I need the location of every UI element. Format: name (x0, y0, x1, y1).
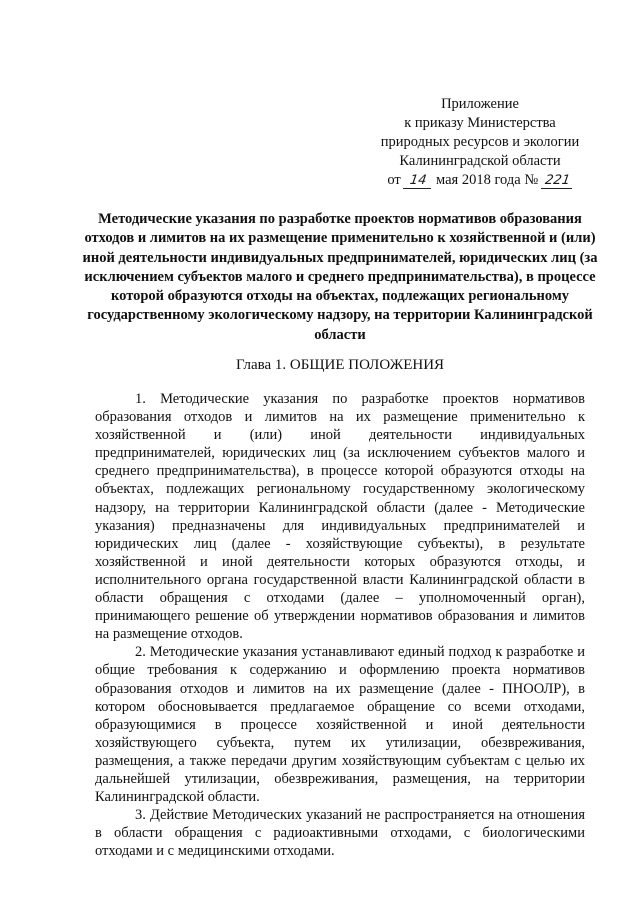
handwritten-day: 14 (403, 174, 433, 189)
paragraph-1: 1. Методические указания по разработке проектов нормативов образования отходов и лимитов на их размещение применительно к хозяйственной и (или) иной деятельности индивидуальных предпринимателей, юридических лиц (за исключением субъектов малого и среднего предпринимательства), в процессе которой образуются отходы на объектах, подлежащих региональному государственному экологическому надзору, на территории Калининградской области (далее - Методические указания) предназначены для индивидуальных предпринимателей и юридических лиц (далее - хозяйствующие субъекты), в результате хозяйственной и иной деятельности которых образуются отходы, и исполнительного органа государственной власти Калининградской области в области обращения с отходами (далее – уполномоченный орган), принимающего решение об утверждении нормативов образования и лимитов на размещение отходов. (95, 391, 585, 643)
annex-block (360, 95, 600, 190)
annex-line-2: к приказу Министерства (404, 115, 556, 131)
document-body (95, 390, 585, 860)
paragraph-3: 3. Действие Методических указаний не распространяется на отношения в области обращения с радиоактивными отходами, с биологическими отходами и с медицинскими отходами. (95, 807, 585, 860)
annex-line-1: Приложение (441, 96, 519, 112)
date-middle: мая 2018 года № (436, 172, 539, 188)
paragraph-2: 2. Методические указания устанавливают единый подход к разработке и общие требования к содержанию и оформлению проекта нормативов образования отходов и лимитов на их размещение (далее - ПНООЛР), в котором обосновывается предлагаемое обращение со всеми отходами, образующимися в процессе хозяйственной и иной деятельности хозяйствующего субъекта, путем их утилизации, обезвреживания, размещения, а также передачи другим хозяйствующим субъектам с целью их дальнейшей утилизации, обезвреживания, размещения, на территории Калининградской области. (95, 644, 585, 806)
chapter-heading: Глава 1. ОБЩИЕ ПОЛОЖЕНИЯ (235, 357, 445, 373)
document-title: Методические указания по разработке проектов нормативов образования отходов и лимитов на их размещение применительно к хозяйственной и (или) иной деятельности индивидуальных предпринимателей, юридических лиц (за исключением субъектов малого и среднего предпринимательства), в процессе которой образуются отходы на объектах, подлежащих региональному государственному экологическому надзору, на территории Калининградской области (82, 211, 598, 343)
annex-date-line (360, 171, 600, 190)
date-prefix: от (387, 172, 401, 188)
handwritten-number: 221 (541, 174, 574, 189)
annex-line-3: природных ресурсов и экологии (380, 134, 580, 150)
annex-line-4: Калининградской области (399, 153, 561, 169)
